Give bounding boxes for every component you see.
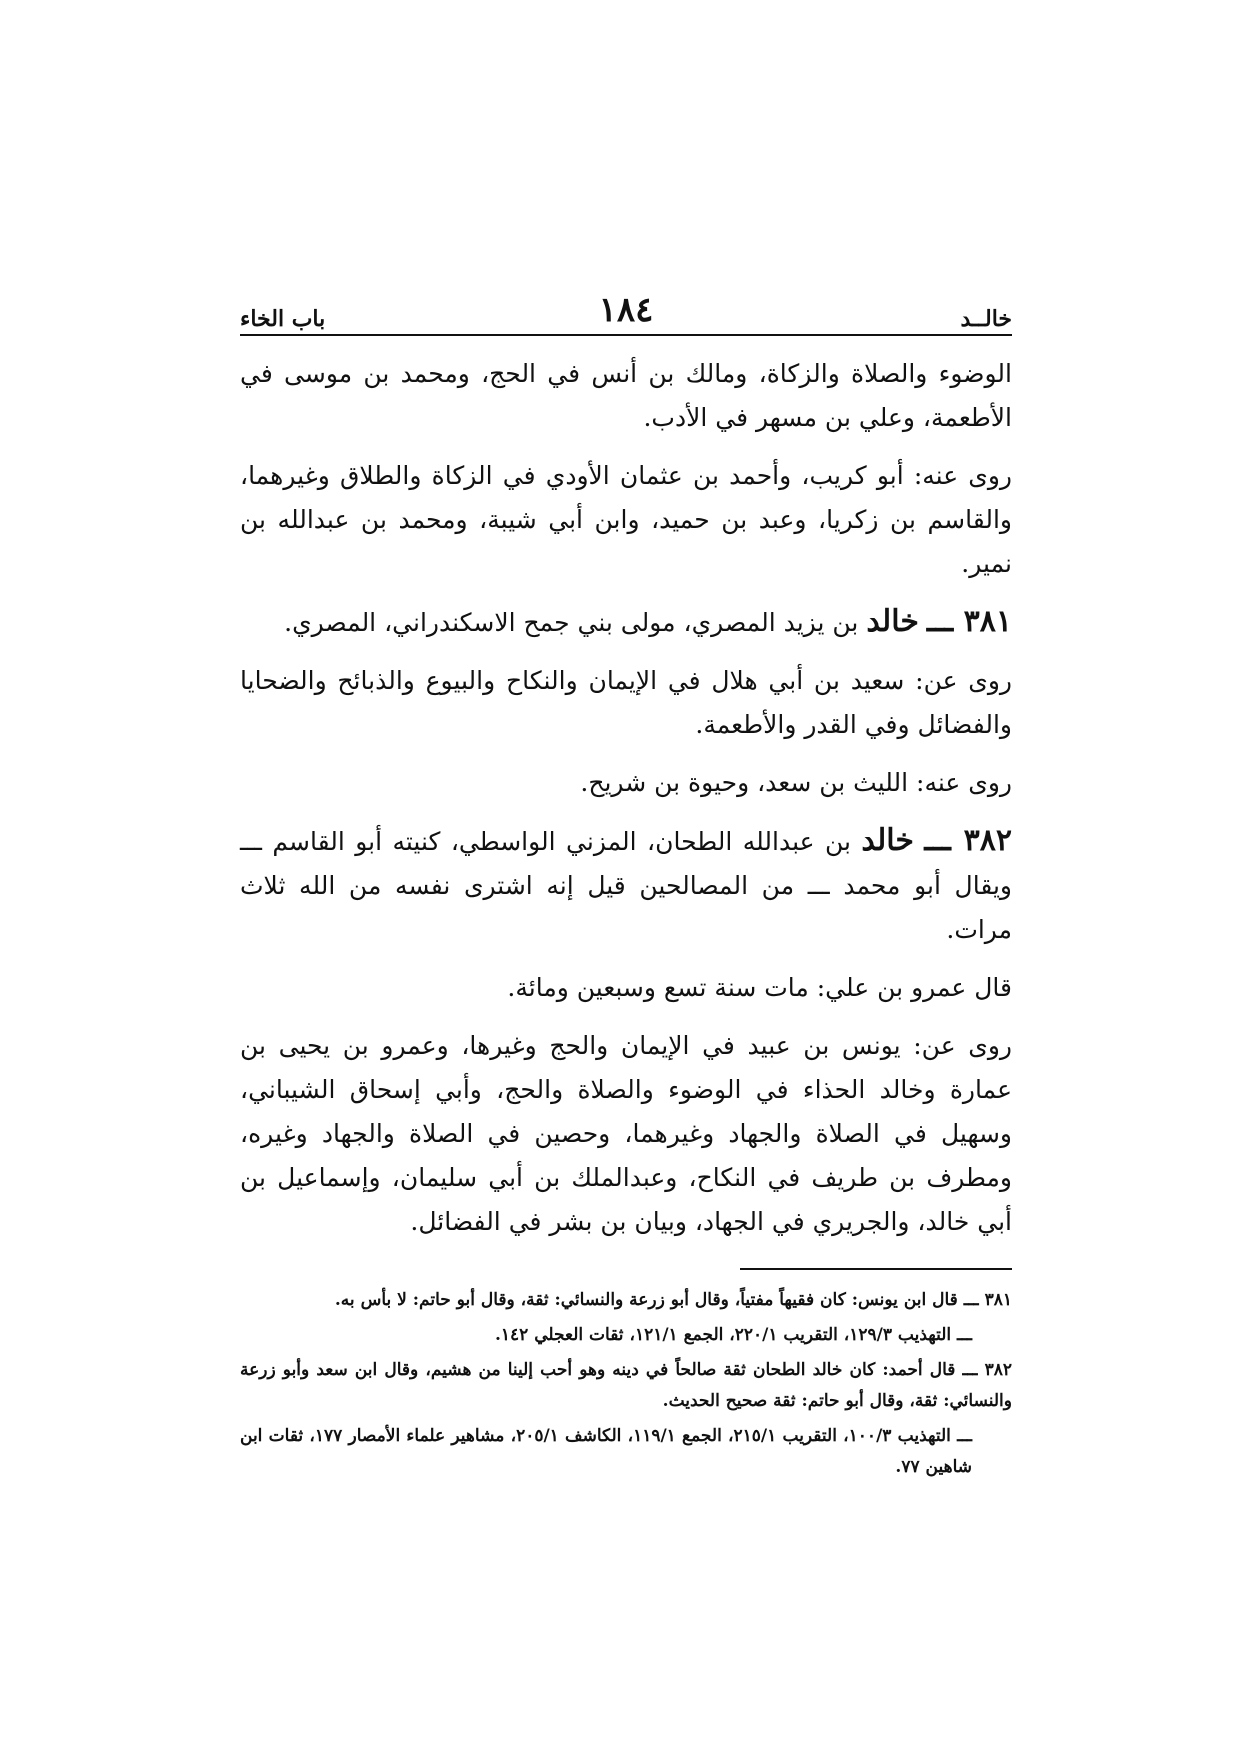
footnote-382-sources: ـــ التهذيب ١٠٠/٣، التقريب ٢١٥/١، الجمع ١١٩/١، الكاشف ٢٠٥/١، مشاهير علماء الأمصار ١٧٧، ثقات ابن شاهين ٧٧. bbox=[240, 1426, 973, 1477]
footnote-divider bbox=[740, 1268, 1012, 1270]
entry-number: ٣٨٢ ـــ bbox=[924, 823, 1013, 858]
paragraph: روى عنه: أبو كريب، وأحمد بن عثمان الأودي في الزكاة والطلاق وغيرهما، والقاسم بن زكريا، وعبد بن حميد، وابن أبي شيبة، ومحمد بن عبدالله بن نمير. bbox=[240, 461, 1012, 578]
main-text bbox=[240, 352, 1012, 1258]
footnote-381-sources: ـــ التهذيب ١٢٩/٣، التقريب ٢٢٠/١، الجمع ١٢١/١، ثقات العجلي ١٤٢. bbox=[494, 1325, 972, 1345]
header-divider bbox=[240, 334, 1012, 336]
paragraph: روى عنه: الليث بن سعد، وحيوة بن شريح. bbox=[580, 768, 1012, 797]
entry-description: بن يزيد المصري، مولى بني جمح الاسكندراني، المصري. bbox=[284, 608, 867, 637]
paragraph: روى عن: سعيد بن أبي هلال في الإيمان والنكاح والبيوع والذبائح والضحايا والفضائل وفي القدر والأطعمة. bbox=[240, 666, 1012, 739]
entry-382 bbox=[240, 819, 1012, 952]
page-number: ١٨٤ bbox=[598, 290, 654, 330]
running-header bbox=[240, 288, 1012, 332]
footnotes bbox=[240, 1285, 1012, 1487]
header-chapter-title: باب الخاء bbox=[240, 306, 326, 332]
footnote-382: ٣٨٢ ـــ قال أحمد: كان خالد الطحان ثقة صالحاً في دينه وهو أحب إلينا من هشيم، وقال ابن سعد وأبو زرعة والنسائي: ثقة، وقال أبو حاتم: ثقة صحيح الحديث. bbox=[240, 1360, 1012, 1411]
paragraph: روى عن: يونس بن عبيد في الإيمان والحج وغيرها، وعمرو بن يحيى بن عمارة وخالد الحذاء في الوضوء والصلاة والحج، وأبي إسحاق الشيباني، وسهيل في الصلاة والجهاد وغيرهما، وحصين في الصلاة والجهاد وغيره، ومطرف بن طريف في النكاح، وعبدالملك بن أبي سليمان، وإسماعيل بن أبي خالد، والجريري في الجهاد، وبيان بن بشر في الفضائل. bbox=[240, 1031, 1012, 1236]
entry-381 bbox=[240, 600, 1012, 645]
paragraph: قال عمرو بن علي: مات سنة تسع وسبعين ومائة. bbox=[507, 973, 1012, 1002]
header-entry-name: خالــد bbox=[960, 306, 1012, 332]
paragraph: الوضوء والصلاة والزكاة، ومالك بن أنس في الحج، ومحمد بن موسى في الأطعمة، وعلي بن مسهر في الأدب. bbox=[240, 359, 1012, 432]
footnote-381: ٣٨١ ـــ قال ابن يونس: كان فقيهاً مفتياً، وقال أبو زرعة والنسائي: ثقة، وقال أبو حاتم: لا بأس به. bbox=[334, 1290, 1012, 1310]
entry-description: بن عبدالله الطحان، المزني الواسطي، كنيته أبو القاسم ـــ ويقال أبو محمد ـــ من المصالحين قيل إنه اشترى نفسه من الله ثلاث مرات. bbox=[240, 827, 1012, 944]
entry-number: ٣٨١ ـــ bbox=[926, 604, 1012, 639]
entry-name: خالد bbox=[866, 604, 919, 639]
entry-name: خالد bbox=[861, 823, 914, 858]
